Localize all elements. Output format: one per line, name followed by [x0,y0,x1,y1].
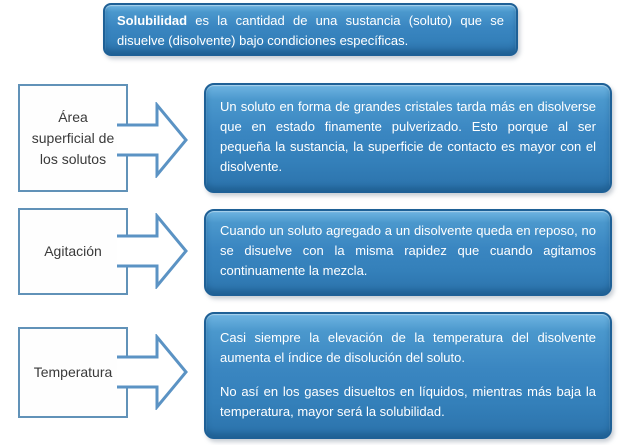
description-paragraph: Casi siempre la elevación de la temperatura del disolvente aumenta el índice de disolución del soluto. [220,330,596,365]
factor-box-temperatura [18,327,128,418]
factor-box-area-superficial [18,84,128,192]
title-box [103,3,518,56]
right-arrow-icon [117,334,189,410]
factor-box-agitacion [18,208,128,295]
title-text [117,11,504,51]
description-box-area-superficial [204,83,612,193]
description-paragraph: Un soluto en forma de grandes cristales tarda más en disolverse que en estado finamente pulverizado. Esto porque al ser pequeña la sustancia, la superficie de contacto es mayor con el disolvente. [220,99,596,174]
factor-label-line: los solutos [39,150,107,167]
factor-label-line: superficial de [31,129,115,146]
description-box-temperatura [204,312,612,439]
title-keyword: Solubilidad [117,13,188,28]
factor-label-line: Temperatura [33,364,113,380]
right-arrow-icon [117,213,189,289]
right-arrow-icon [117,102,189,178]
description-paragraph: No así en los gases disueltos en líquidos, mientras más baja la temperatura, mayor será la solubilidad. [220,384,596,419]
title-rest: es la cantidad de una sustancia (soluto) que se disuelve (disolvente) bajo condiciones específicas. [117,13,504,48]
description-paragraph: Cuando un soluto agregado a un disolvente queda en reposo, no se disuelve con la misma rapidez que cuando agitamos continuamente la mezcla. [220,223,596,278]
description-box-agitacion [204,209,612,296]
factor-label-line: Agitación [44,243,102,259]
factor-label-line: Área [58,108,88,125]
